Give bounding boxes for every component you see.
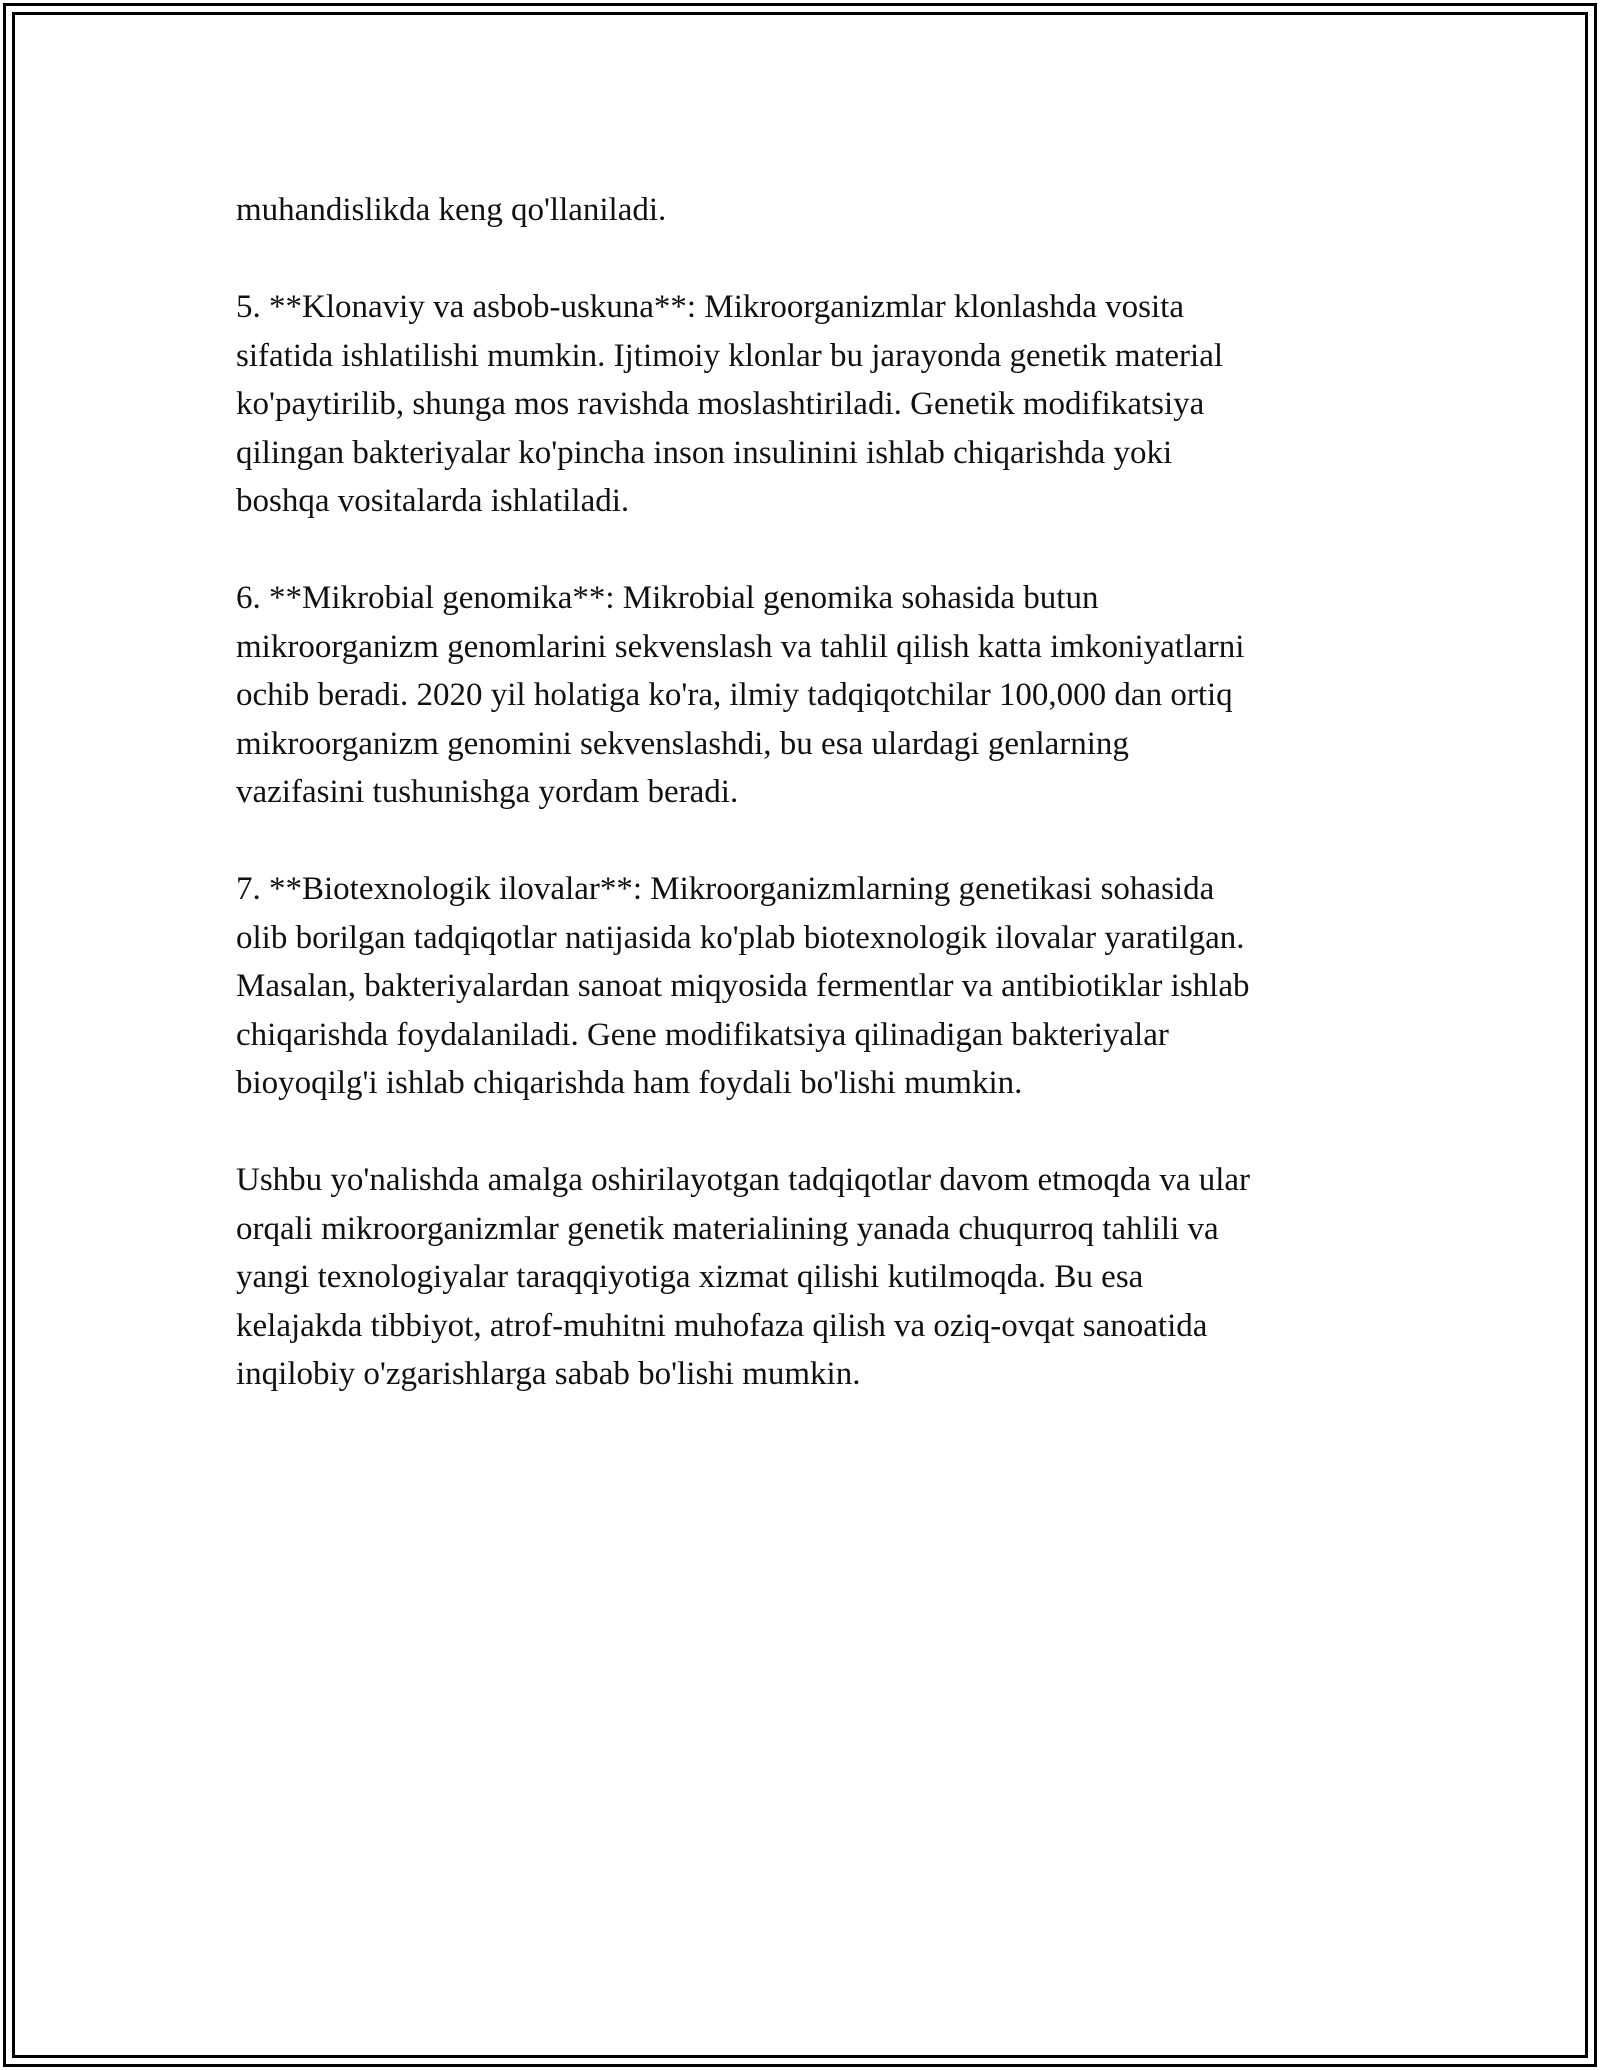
text-line: Masalan, bakteriyalardan sanoat miqyosida fermentlar va antibiotiklar ishlab (236, 968, 1250, 1004)
text-line: olib borilgan tadqiqotlar natijasida ko'plab biotexnologik ilovalar yaratilgan. (236, 919, 1245, 956)
text-line: bioyoqilg'i ishlab chiqarishda ham foydali bo'lishi mumkin. (236, 1065, 1023, 1101)
paragraph-item-5 (236, 283, 1376, 526)
text-line: inqilobiy o'zgarishlarga sabab bo'lishi mumkin. (236, 1356, 861, 1392)
text-line: kelajakda tibbiyot, atrof-muhitni muhofaza qilish va oziq-ovqat sanoatida (236, 1307, 1208, 1344)
text-line: chiqarishda foydalaniladi. Gene modifikatsiya qilinadigan bakteriyalar (236, 1016, 1169, 1053)
text-line: 5. **Klonaviy va asbob-uskuna**: Mikroorganizmlar klonlashda vosita (236, 289, 1184, 325)
document-body (236, 186, 1376, 1447)
text-line: ko'paytirilib, shunga mos ravishda moslashtiriladi. Genetik modifikatsiya (236, 386, 1205, 422)
paragraph-conclusion (236, 1156, 1376, 1399)
text-line: sifatida ishlatilishi mumkin. Ijtimoiy klonlar bu jarayonda genetik material (236, 337, 1224, 374)
paragraph-continuation (236, 186, 1376, 235)
text-line: Ushbu yo'nalishda amalga oshirilayotgan tadqiqotlar davom etmoqda va ular (236, 1162, 1251, 1198)
text-line: mikroorganizm genomini sekvenslashdi, bu esa ulardagi genlarning (236, 725, 1129, 762)
paragraph-item-7 (236, 865, 1376, 1108)
text-line: ochib beradi. 2020 yil holatiga ko'ra, ilmiy tadqiqotchilar 100,000 dan ortiq (236, 677, 1233, 713)
text-line: qilingan bakteriyalar ko'pincha inson insulinini ishlab chiqarishda yoki (236, 434, 1173, 471)
text-line: muhandislikda keng qo'llaniladi. (236, 192, 667, 228)
text-line: yangi texnologiyalar taraqqiyotiga xizmat qilishi kutilmoqda. Bu esa (236, 1259, 1144, 1295)
text-line: orqali mikroorganizmlar genetik materialining yanada chuqurroq tahlili va (236, 1210, 1219, 1247)
text-line: vazifasini tushunishga yordam beradi. (236, 774, 739, 810)
text-line: 6. **Mikrobial genomika**: Mikrobial genomika sohasida butun (236, 580, 1099, 616)
text-line: mikroorganizm genomlarini sekvenslash va tahlil qilish katta imkoniyatlarni (236, 628, 1245, 665)
text-line: 7. **Biotexnologik ilovalar**: Mikroorganizmlarning genetikasi sohasida (236, 871, 1215, 907)
text-line: boshqa vositalarda ishlatiladi. (236, 483, 630, 519)
paragraph-item-6 (236, 574, 1376, 817)
